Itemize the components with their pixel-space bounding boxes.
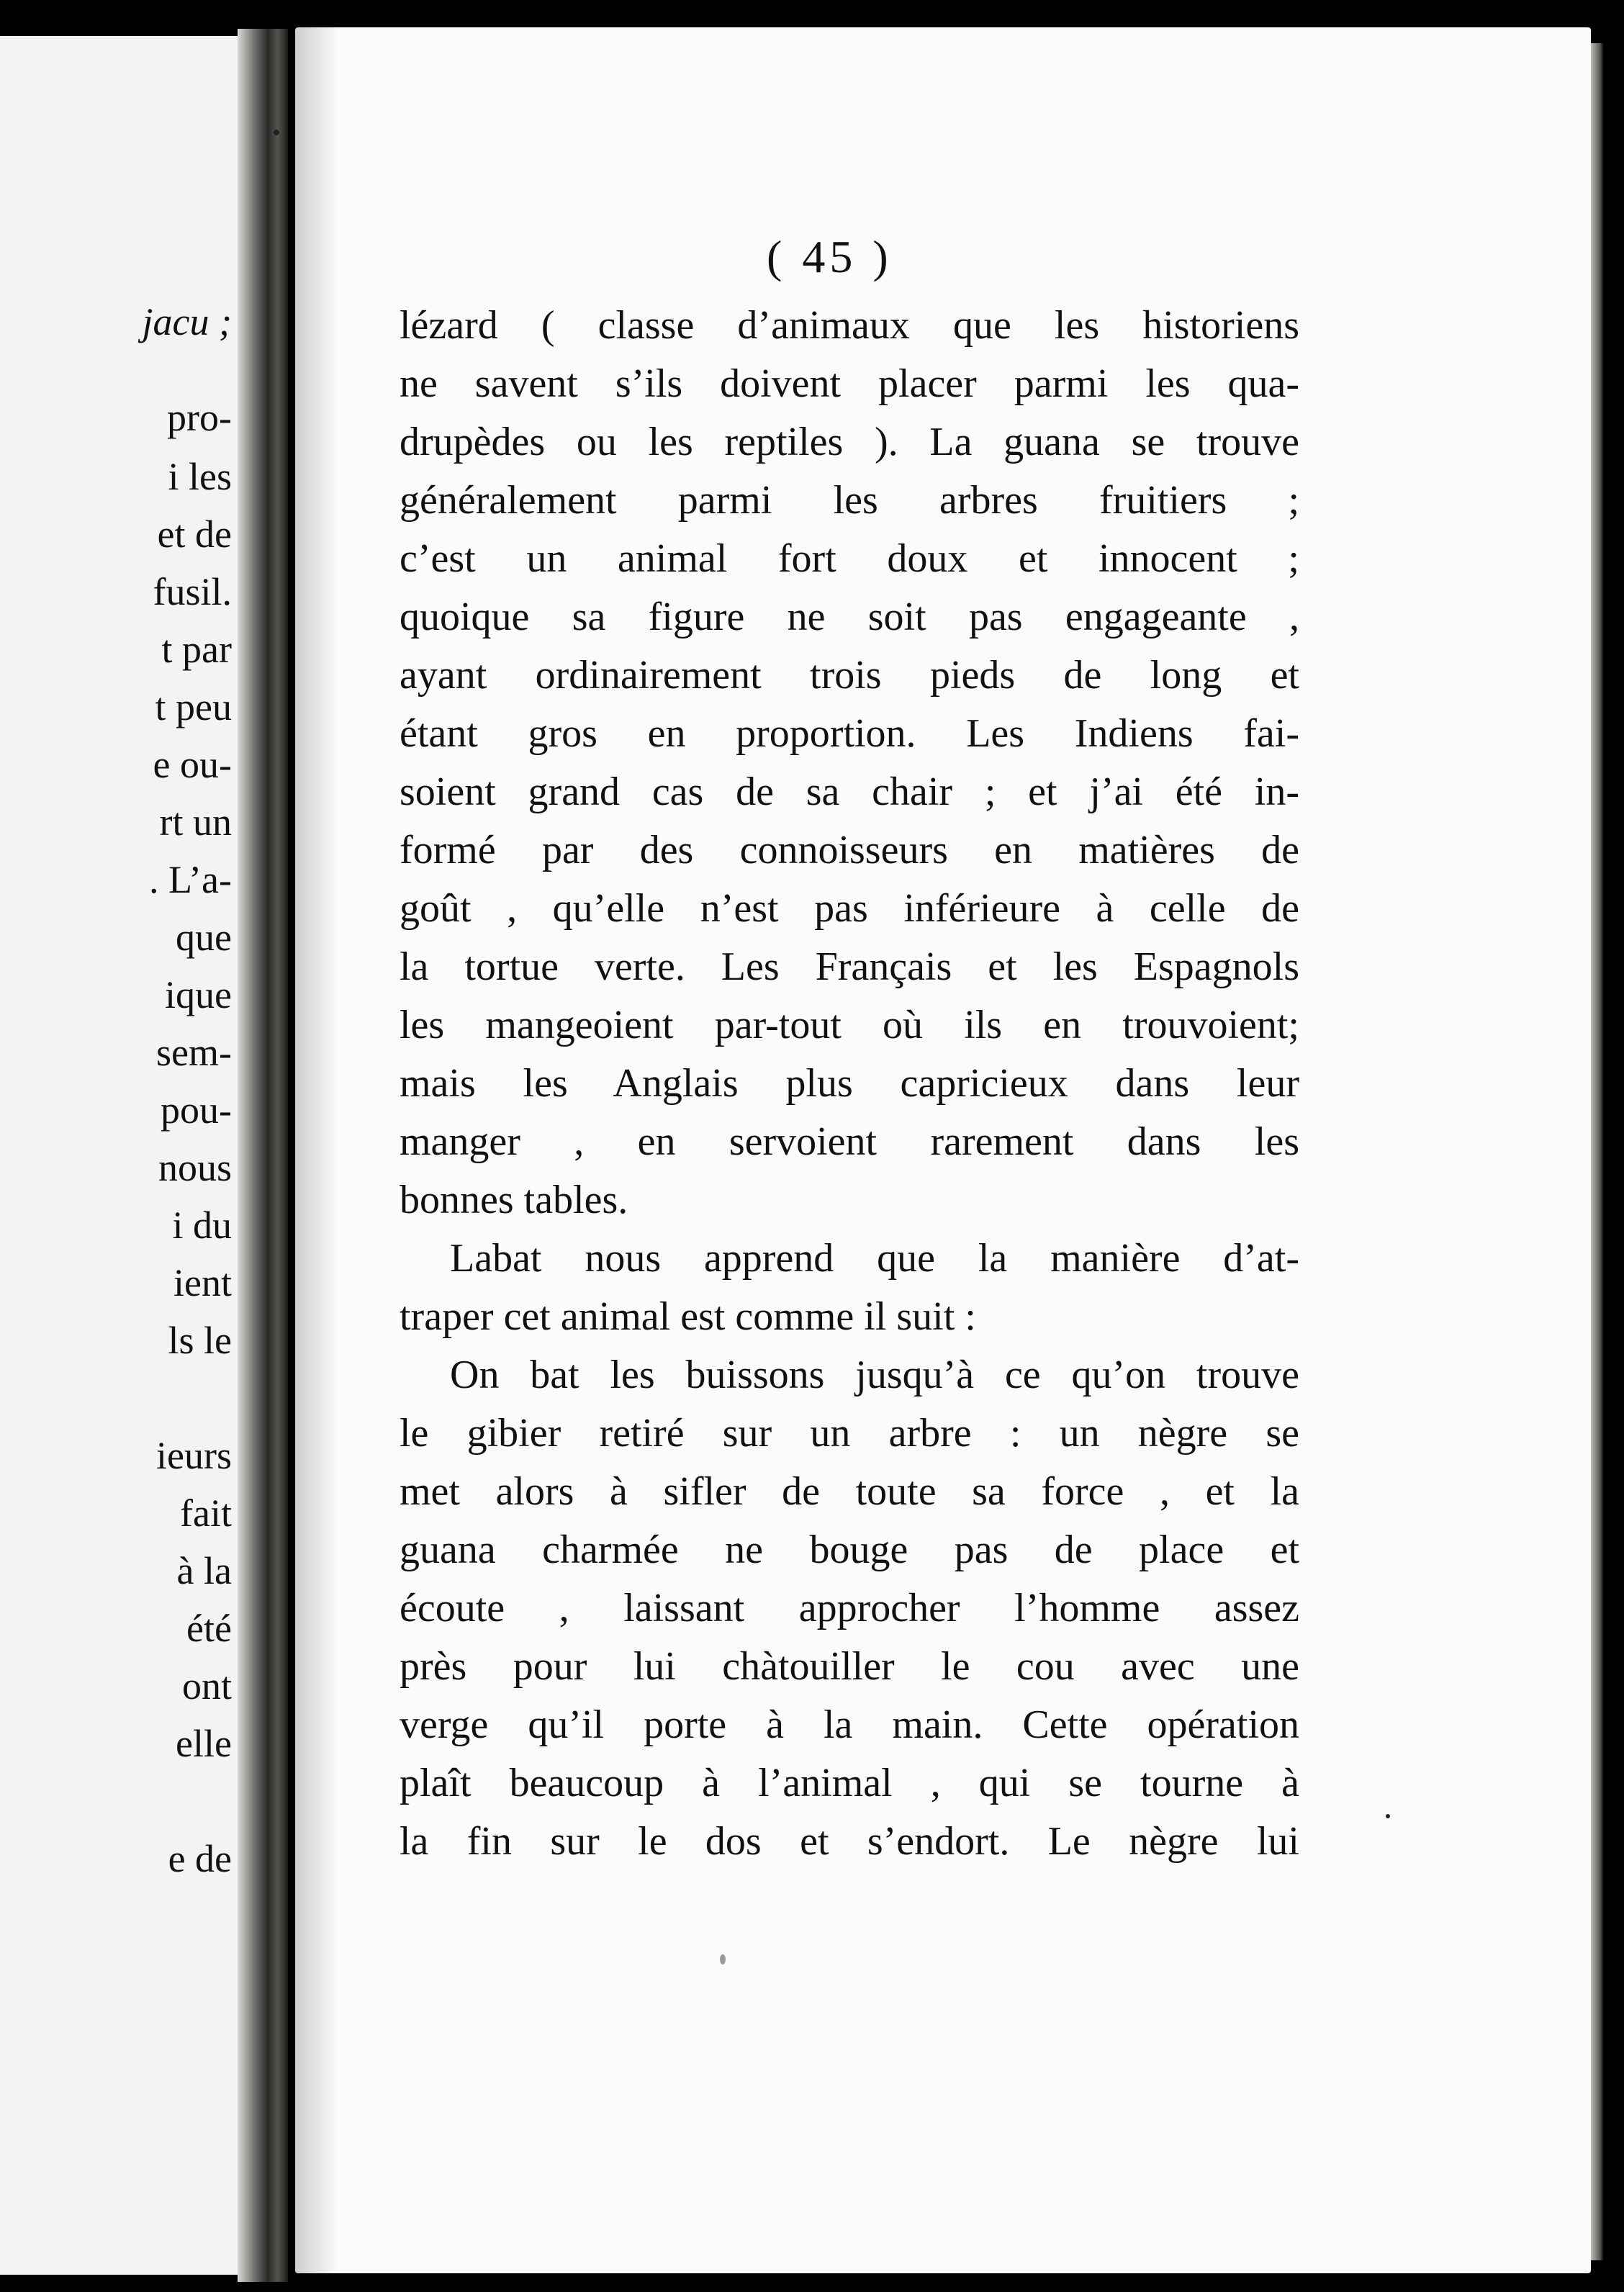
left-line: t peu xyxy=(155,685,232,728)
text-line: ayant ordinairement trois pieds de long et xyxy=(400,653,1299,698)
left-line: i les xyxy=(168,455,232,498)
text-line: près pour lui chàtouiller le cou avec une xyxy=(400,1644,1299,1689)
text-line: traper cet animal est comme il suit : xyxy=(400,1294,976,1339)
text-line: Labat nous apprend que la manière d’at- xyxy=(450,1236,1299,1281)
text-line: formé par des connoisseurs en matières de xyxy=(400,828,1299,872)
left-line: ient xyxy=(173,1261,232,1304)
left-line: . L’a- xyxy=(149,858,232,901)
left-line: ique xyxy=(165,973,232,1016)
left-line: pro- xyxy=(167,396,232,439)
text-line: manger , en servoient rarement dans les xyxy=(400,1119,1299,1164)
left-line: t par xyxy=(161,628,232,671)
text-line: étant gros en proportion. Les Indiens fai- xyxy=(400,711,1299,756)
text-line: met alors à sifler de toute sa force , et la xyxy=(400,1469,1299,1514)
text-line: verge qu’il porte à la main. Cette opération xyxy=(400,1702,1299,1747)
text-line: drupèdes ou les reptiles ). La guana se trouve xyxy=(400,420,1299,464)
text-line: écoute , laissant approcher l’homme assez xyxy=(400,1586,1299,1630)
left-line: sem- xyxy=(156,1031,232,1074)
text-line: On bat les buissons jusqu’à ce qu’on trouve xyxy=(450,1353,1299,1397)
left-line: ls le xyxy=(168,1319,232,1362)
left-line: ieurs xyxy=(156,1434,232,1477)
left-line: pou- xyxy=(161,1088,232,1132)
left-line: à la xyxy=(176,1549,232,1592)
left-line: e ou- xyxy=(153,743,232,786)
left-line: que xyxy=(176,916,232,959)
text-line: quoique sa figure ne soit pas engageante , xyxy=(400,595,1299,639)
text-line: le gibier retiré sur un arbre : un nègre se xyxy=(400,1411,1299,1456)
left-line: fait xyxy=(180,1492,232,1535)
left-line: été xyxy=(186,1607,232,1650)
text-line: c’est un animal fort doux et innocent ; xyxy=(400,536,1299,581)
text-line: généralement parmi les arbres fruitiers ; xyxy=(400,478,1299,523)
page-edge xyxy=(1591,43,1604,2260)
text-line: soient grand cas de sa chair ; et j’ai été in- xyxy=(400,770,1299,814)
left-line: elle xyxy=(176,1722,232,1765)
text-line: lézard ( classe d’animaux que les historiens xyxy=(400,303,1299,348)
text-line: ne savent s’ils doivent placer parmi les qua- xyxy=(400,361,1299,406)
left-line: jacu ; xyxy=(142,300,232,343)
left-line: rt un xyxy=(159,800,232,844)
left-line: e de xyxy=(168,1837,232,1880)
paper-speck xyxy=(720,1954,726,1964)
text-line: guana charmée ne bouge pas de place et xyxy=(400,1528,1299,1572)
paper-speck xyxy=(274,130,279,135)
text-line: goût , qu’elle n’est pas inférieure à celle de xyxy=(400,886,1299,931)
left-line: i du xyxy=(172,1204,232,1247)
left-page xyxy=(0,36,245,2275)
paper-speck xyxy=(1386,1814,1390,1818)
text-line: bonnes tables. xyxy=(400,1178,628,1222)
left-line: nous xyxy=(158,1146,232,1189)
left-line: et de xyxy=(157,513,232,556)
left-line: ont xyxy=(181,1664,232,1707)
page-shadow xyxy=(295,27,338,2273)
left-line: fusil. xyxy=(153,570,232,613)
text-line: la tortue verte. Les Français et les Espagnols xyxy=(400,944,1299,989)
text-line: plaît beaucoup à l’animal , qui se tourne à xyxy=(400,1761,1299,1805)
book-gutter xyxy=(238,29,288,2282)
page-number: ( 45 ) xyxy=(767,231,893,282)
text-line: la fin sur le dos et s’endort. Le nègre lui xyxy=(400,1819,1299,1864)
text-line: les mangeoient par-tout où ils en trouvoient; xyxy=(400,1003,1299,1047)
text-line: mais les Anglais plus capricieux dans leur xyxy=(400,1061,1299,1106)
